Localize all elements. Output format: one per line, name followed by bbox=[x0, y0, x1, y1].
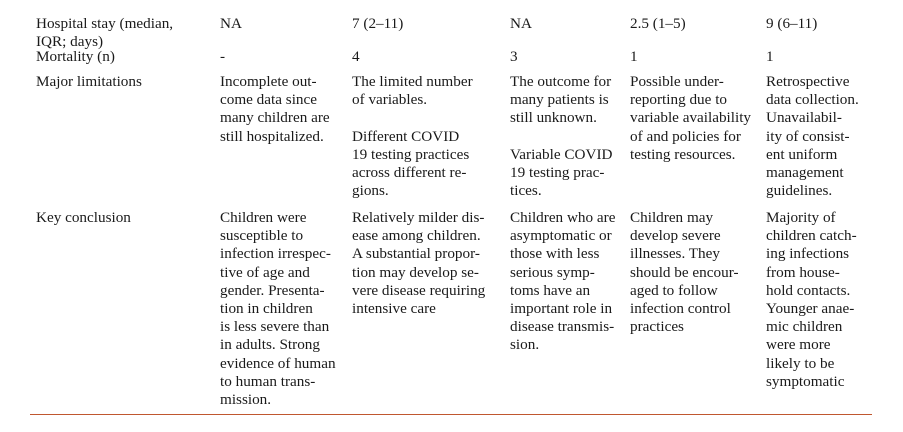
table-cell: 4 bbox=[352, 48, 360, 65]
table-cell: Retrospective data collection. Unavailabil- ity of consist- ent uniform management guidelines. bbox=[766, 73, 859, 200]
table-cell: Relatively milder dis- ease among children. A substantial propor- tion may develop se- vere disease requiring intensive care bbox=[352, 209, 486, 318]
table-cell: 1 bbox=[766, 48, 774, 65]
table-cell: Children were susceptible to infection irrespec- tive of age and gender. Presenta- tion in children is less severe than in adults. Strong evidence of human to human trans- mission. bbox=[220, 209, 336, 409]
table-cell: 2.5 (1–5) bbox=[630, 15, 686, 32]
table-cell: NA bbox=[510, 15, 532, 32]
table-cell: Children who are asymptomatic or those with less serious symp- toms have an important role in disease transmis- sion. bbox=[510, 209, 616, 354]
table-cell: 3 bbox=[510, 48, 518, 65]
table-row-major-limitations bbox=[30, 73, 872, 209]
table-cell: - bbox=[220, 48, 226, 65]
table-cell: Majority of children catch- ing infections from house- hold contacts. Younger anae- mic children were more likely to be symptomatic bbox=[766, 209, 857, 390]
row-label-major-limitations: Major limitations bbox=[36, 73, 142, 90]
table-cell: 9 (6–11) bbox=[766, 15, 818, 32]
table-cell: Children may develop severe illnesses. They should be encour- aged to follow infection control practices bbox=[630, 209, 739, 336]
table-cell: 1 bbox=[630, 48, 638, 65]
table-row-mortality bbox=[30, 48, 872, 73]
table-cell: NA bbox=[220, 15, 242, 32]
table-bottom-rule bbox=[30, 414, 872, 415]
table-cell: The outcome for many patients is still unknown. Variable COVID 19 testing prac- tices. bbox=[510, 73, 613, 200]
row-label-hospital-stay: Hospital stay (median, IQR; days) bbox=[36, 15, 174, 51]
table-row-hospital-stay bbox=[30, 0, 872, 51]
data-table bbox=[30, 0, 872, 409]
table-cell: Incomplete out- come data since many children are still hospitalized. bbox=[220, 73, 330, 145]
table-cell: 7 (2–11) bbox=[352, 15, 404, 32]
row-label-key-conclusion: Key conclusion bbox=[36, 209, 131, 226]
table-cell: Possible under- reporting due to variable availability of and policies for testing resources. bbox=[630, 73, 752, 163]
row-label-mortality: Mortality (n) bbox=[36, 48, 115, 65]
table-cell: The limited number of variables. Different COVID 19 testing practices across different re- gions. bbox=[352, 73, 473, 200]
table-row-key-conclusion bbox=[30, 209, 872, 409]
